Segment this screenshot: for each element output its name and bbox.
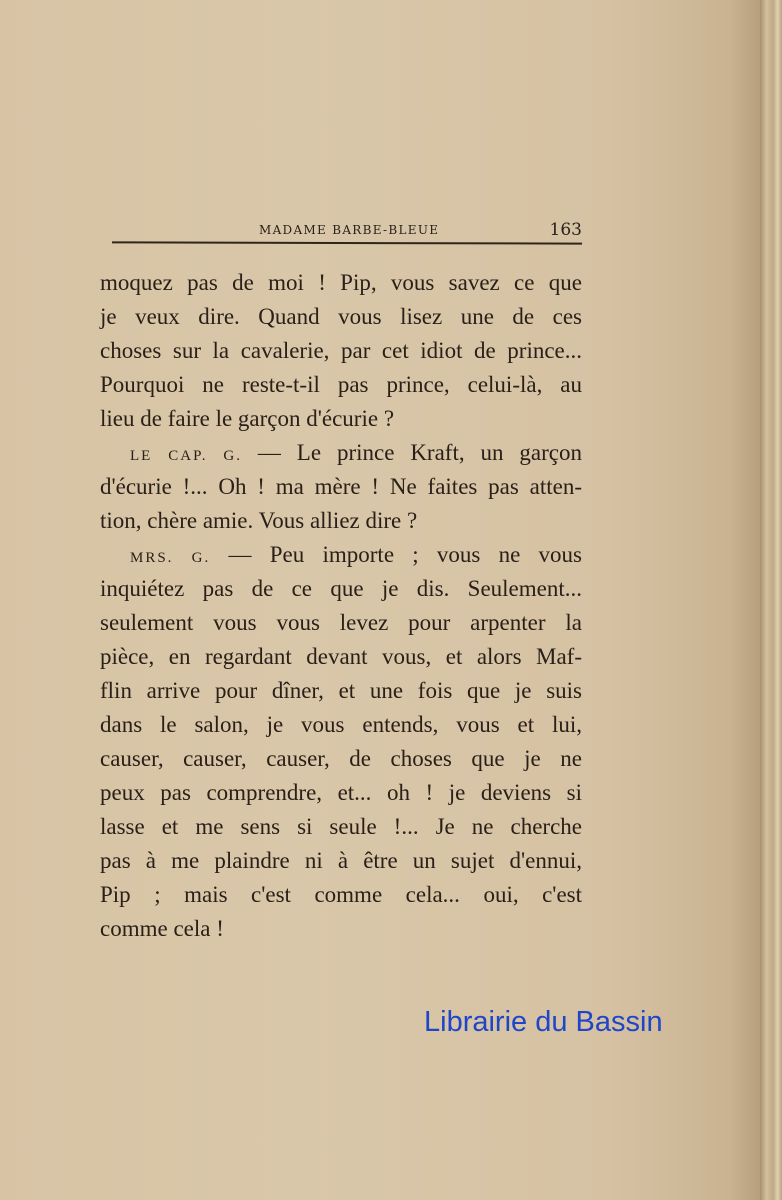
text-line: choses sur la cavalerie, par cet idiot de prince...: [100, 338, 582, 363]
page-edge: [760, 0, 782, 1200]
text-span: — Peu importe ; vous ne vous: [210, 542, 582, 567]
text-line: flin arrive pour dîner, et une fois que je suis: [100, 678, 582, 703]
text-line: causer, causer, causer, de choses que je ne: [100, 746, 582, 771]
text-line: je veux dire. Quand vous lisez une de ces: [100, 304, 582, 329]
text-line: Pourquoi ne reste-t-il pas prince, celui-là, au: [100, 372, 582, 397]
text-span: — Le prince Kraft, un garçon: [241, 440, 582, 465]
watermark-text: Librairie du Bassin: [424, 1006, 663, 1038]
text-line: inquiétez pas de ce que je dis. Seulement...: [100, 576, 582, 601]
text-line: peux pas comprendre, et... oh ! je deviens si: [100, 780, 582, 805]
speaker-label: LE CAP. G.: [130, 448, 242, 464]
text-line: Pip ; mais c'est comme cela... oui, c'est: [100, 882, 582, 907]
speaker-label: MRS. G.: [130, 550, 211, 566]
text-line: pièce, en regardant devant vous, et alors Maf-: [100, 644, 582, 669]
running-title: MADAME BARBE-BLEUE: [259, 223, 440, 237]
text-line: moquez pas de moi ! Pip, vous savez ce que: [100, 270, 582, 295]
text-line: comme cela !: [100, 916, 224, 941]
text-line: lasse et me sens si seule !... Je ne cherche: [100, 814, 582, 839]
page-header: [112, 214, 584, 254]
dialogue-line: [100, 538, 582, 572]
text-line: dans le salon, je vous entends, vous et lui,: [100, 712, 582, 737]
text-line: d'écurie !... Oh ! ma mère ! Ne faites pas atten-: [100, 474, 582, 499]
body-text: [100, 266, 582, 946]
text-line: seulement vous vous levez pour arpenter la: [100, 610, 582, 635]
text-line: pas à me plaindre ni à être un sujet d'ennui,: [100, 848, 582, 873]
header-rule: [112, 241, 582, 244]
text-line: lieu de faire le garçon d'écurie ?: [100, 406, 395, 431]
page-number: 163: [549, 220, 582, 240]
text-line: tion, chère amie. Vous alliez dire ?: [100, 508, 418, 533]
dialogue-line: [100, 436, 582, 470]
